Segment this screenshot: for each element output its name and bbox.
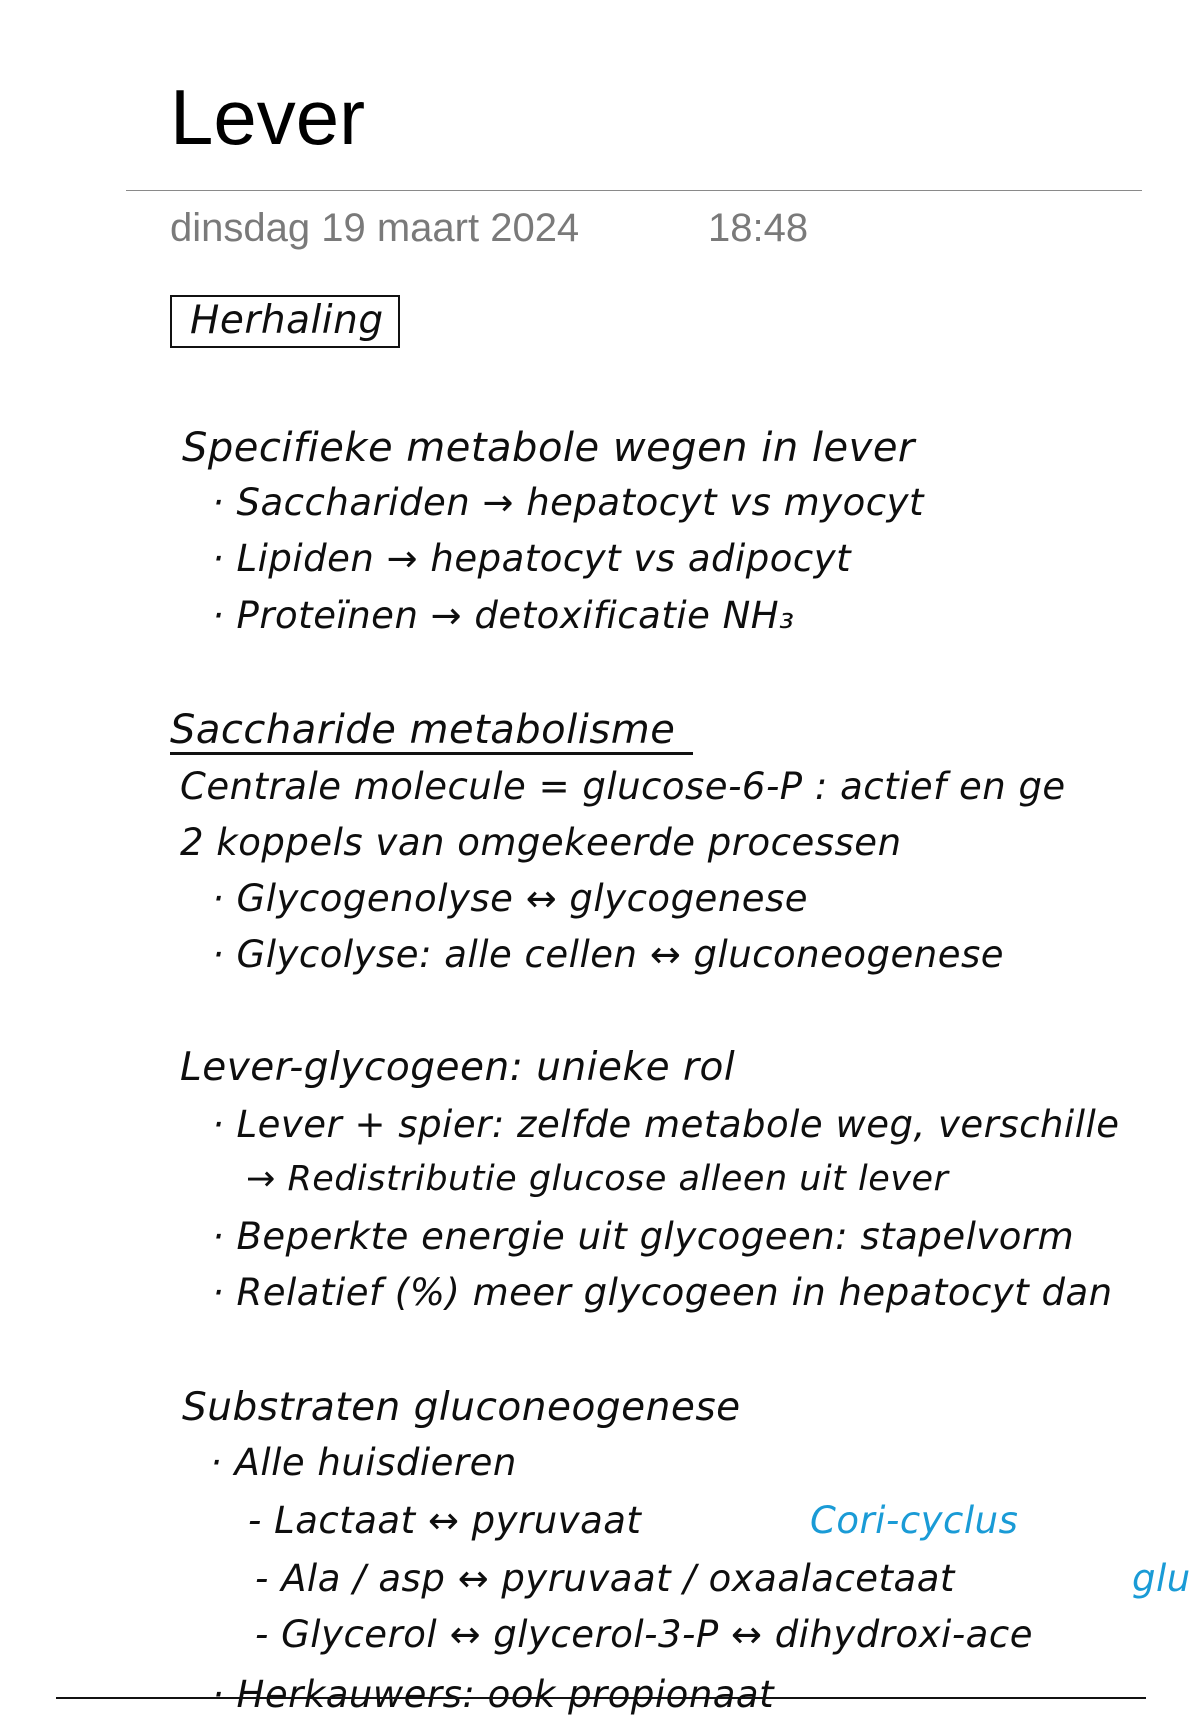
note-line-heading-saccharide: Saccharide metabolisme xyxy=(170,710,693,755)
note-line: - Ala / asp ↔ pyruvaat / oxaalacetaat xyxy=(255,1557,955,1600)
note-line: · Glycolyse: alle cellen ↔ gluconeogenese xyxy=(212,933,1005,976)
note-line-heading-glycogeen: Lever-glycogeen: unieke rol xyxy=(180,1045,736,1090)
page-title: Lever xyxy=(170,73,366,161)
boxed-heading: Herhaling xyxy=(170,295,400,348)
note-line-heading-substraten: Substraten gluconeogenese xyxy=(182,1385,741,1430)
page-time: 18:48 xyxy=(708,206,809,250)
note-line: Centrale molecule = glucose-6-P : actief en ge xyxy=(180,765,1066,808)
note-line: - Glycerol ↔ glycerol-3-P ↔ dihydroxi-ace xyxy=(255,1613,1033,1656)
note-line: · Relatief (%) meer glycogeen in hepatocyt dan xyxy=(212,1271,1113,1314)
note-line: - Lactaat ↔ pyruvaat xyxy=(248,1499,642,1542)
note-line: · Herkauwers: ook propionaat xyxy=(212,1673,775,1716)
annotation-glu: glu xyxy=(1132,1557,1191,1600)
page-date: dinsdag 19 maart 2024 xyxy=(170,206,580,250)
title-divider xyxy=(126,190,1142,191)
page-bottom-edge xyxy=(56,1697,1146,1699)
note-line: · Alle huisdieren xyxy=(210,1441,517,1484)
note-line: · Proteïnen → detoxificatie NH₃ xyxy=(212,594,795,637)
note-line: 2 koppels van omgekeerde processen xyxy=(180,821,902,864)
note-line: · Sacchariden → hepatocyt vs myocyt xyxy=(212,481,924,524)
note-line: · Lipiden → hepatocyt vs adipocyt xyxy=(212,537,852,580)
note-line: · Glycogenolyse ↔ glycogenese xyxy=(212,877,809,920)
note-line: → Redistributie glucose alleen uit lever xyxy=(246,1159,949,1199)
note-line: · Beperkte energie uit glycogeen: stapelvorm xyxy=(212,1215,1075,1258)
note-line: · Lever + spier: zelfde metabole weg, verschille xyxy=(212,1103,1120,1146)
annotation-cori-cyclus: Cori-cyclus xyxy=(810,1499,1019,1542)
note-line-heading-metabole: Specifieke metabole wegen in lever xyxy=(182,425,915,471)
